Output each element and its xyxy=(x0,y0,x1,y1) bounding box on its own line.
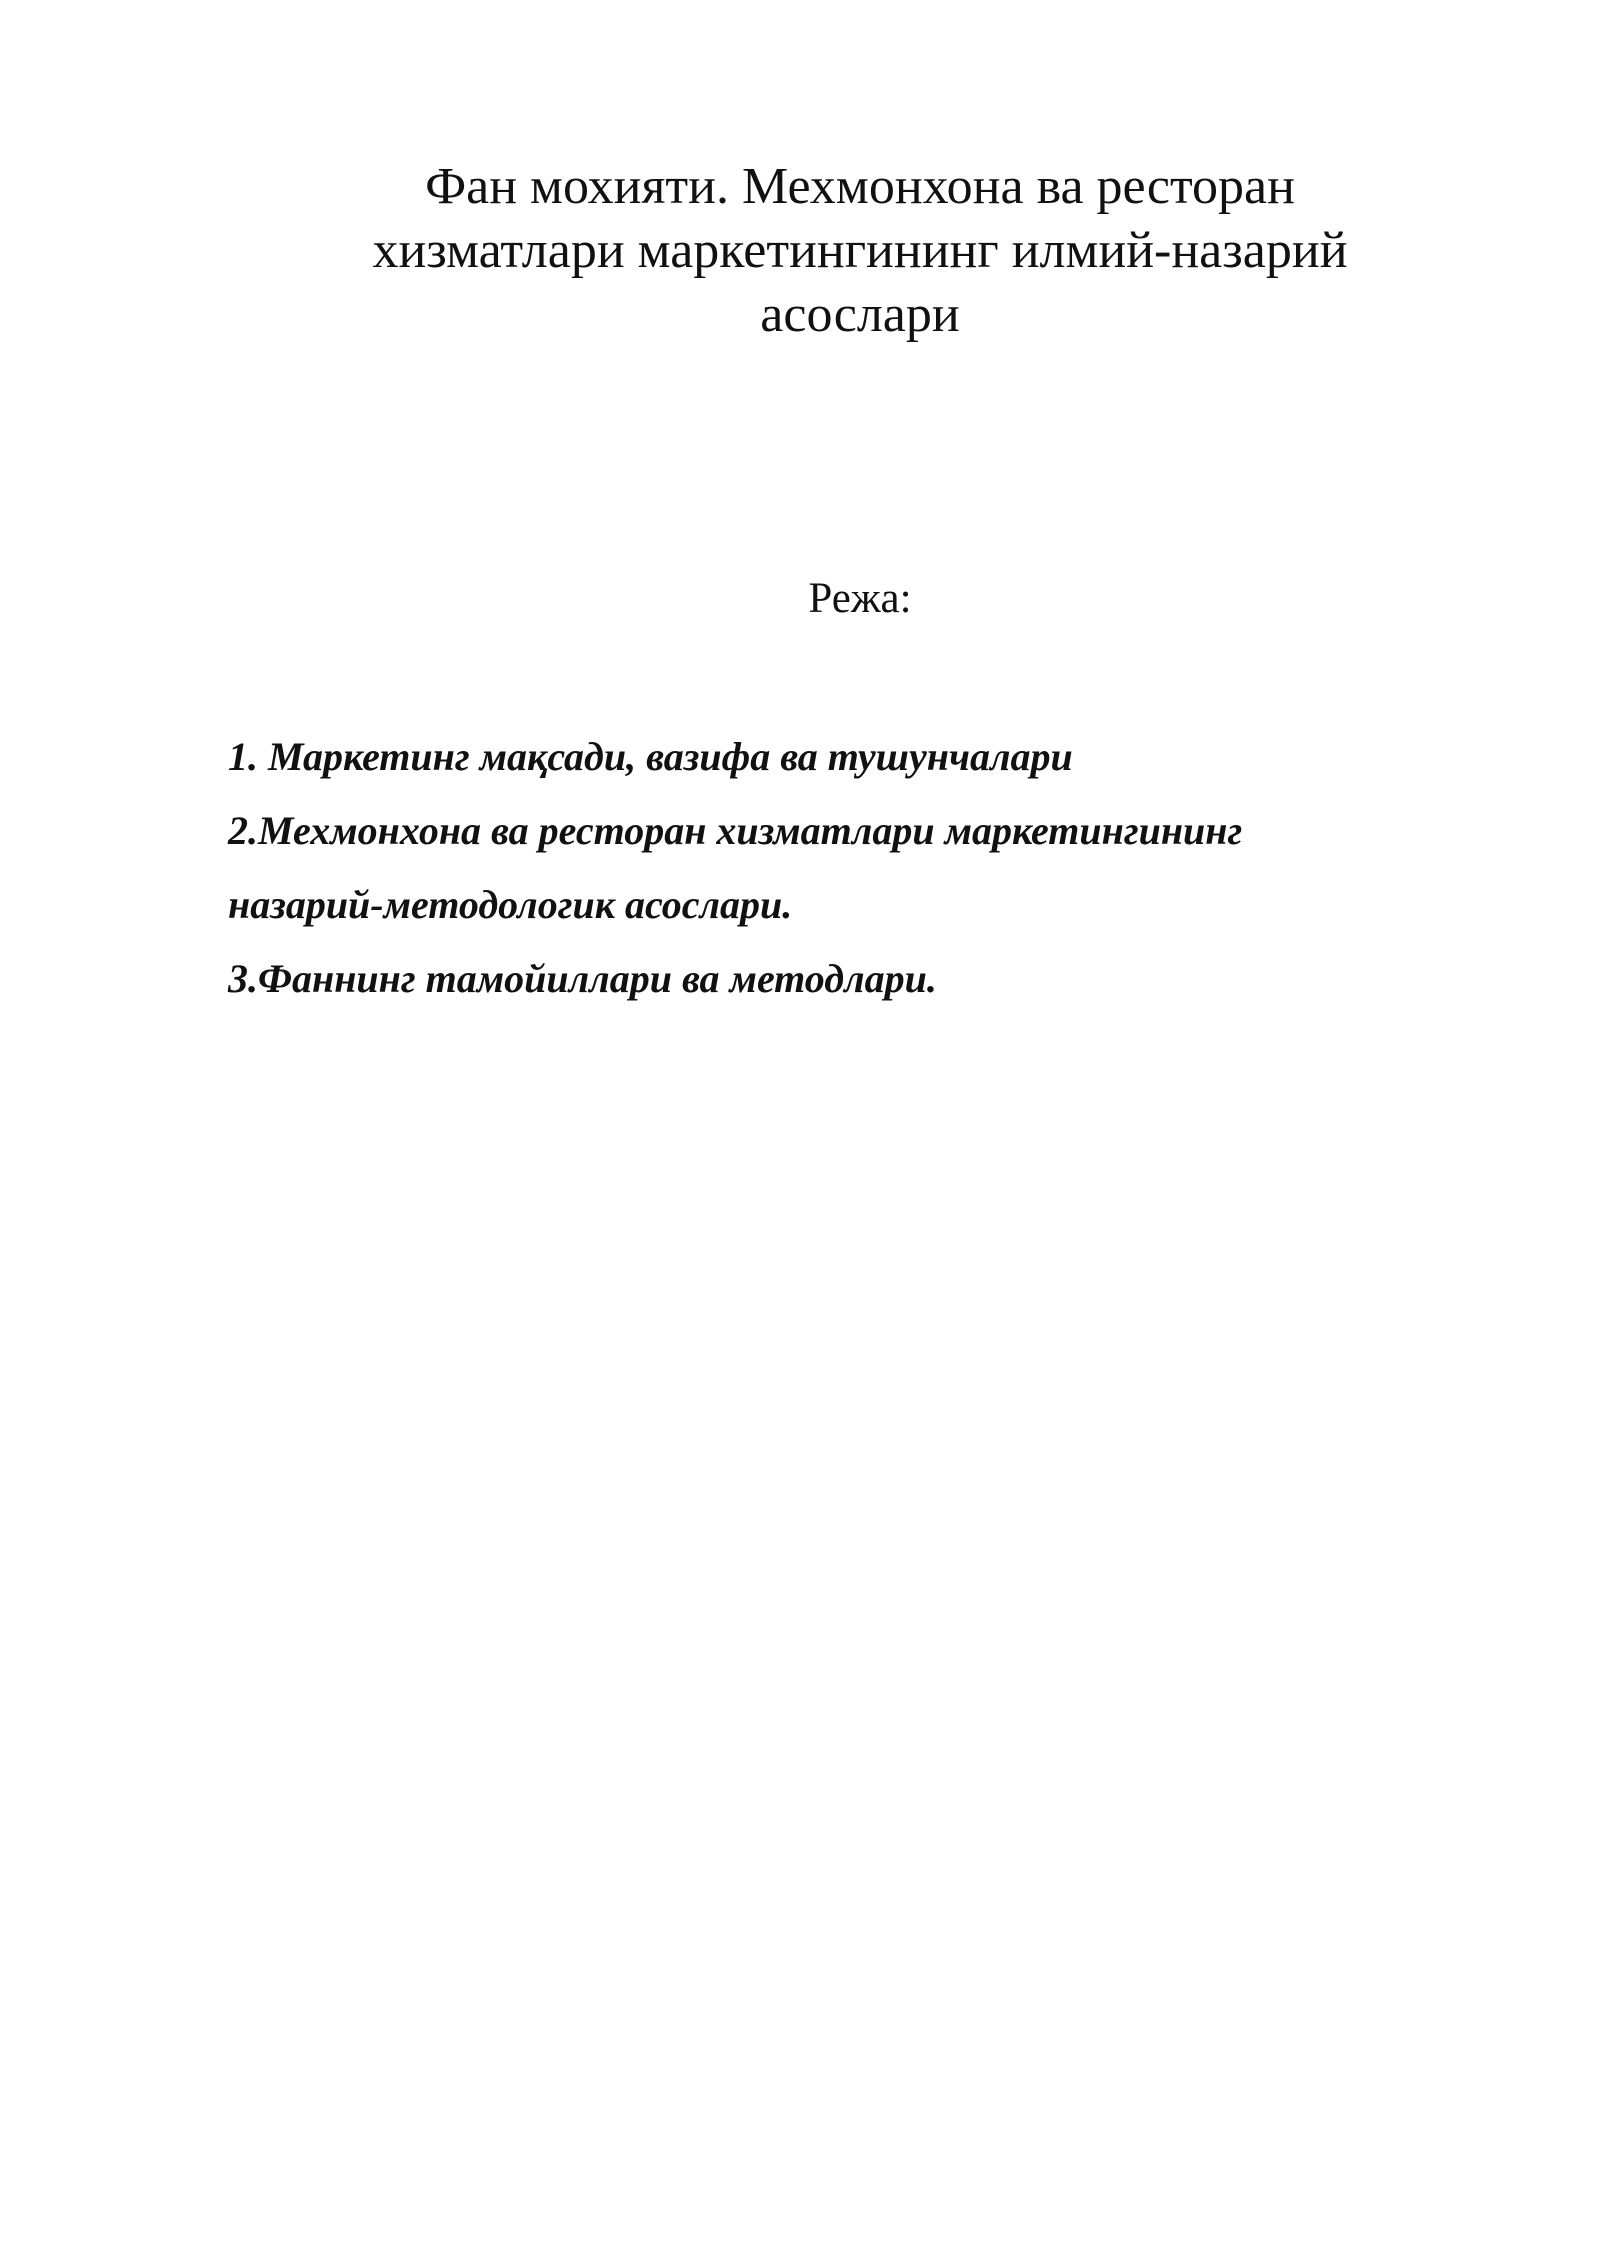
title-line-1: Фан мохияти. Мехмонхона ва ресторан xyxy=(425,158,1295,215)
title-line-2: хизматлари маркетингининг илмий-назарий xyxy=(372,222,1348,279)
document-title xyxy=(260,155,1460,347)
plan-list xyxy=(228,720,1478,1016)
plan-item-3: 3.Фаннинг тамойиллари ва методлари. xyxy=(228,956,937,1001)
plan-item-2: 2.Мехмонхона ва ресторан хизматлари маркетингининг xyxy=(228,808,1243,853)
plan-item-1: 1. Маркетинг мақсади, вазифа ва тушунчалари xyxy=(228,734,1073,779)
plan-heading: Режа: xyxy=(808,575,912,622)
plan-item-2-continuation: назарий-методологик асослари. xyxy=(228,882,793,927)
title-line-3: асослари xyxy=(760,286,960,343)
